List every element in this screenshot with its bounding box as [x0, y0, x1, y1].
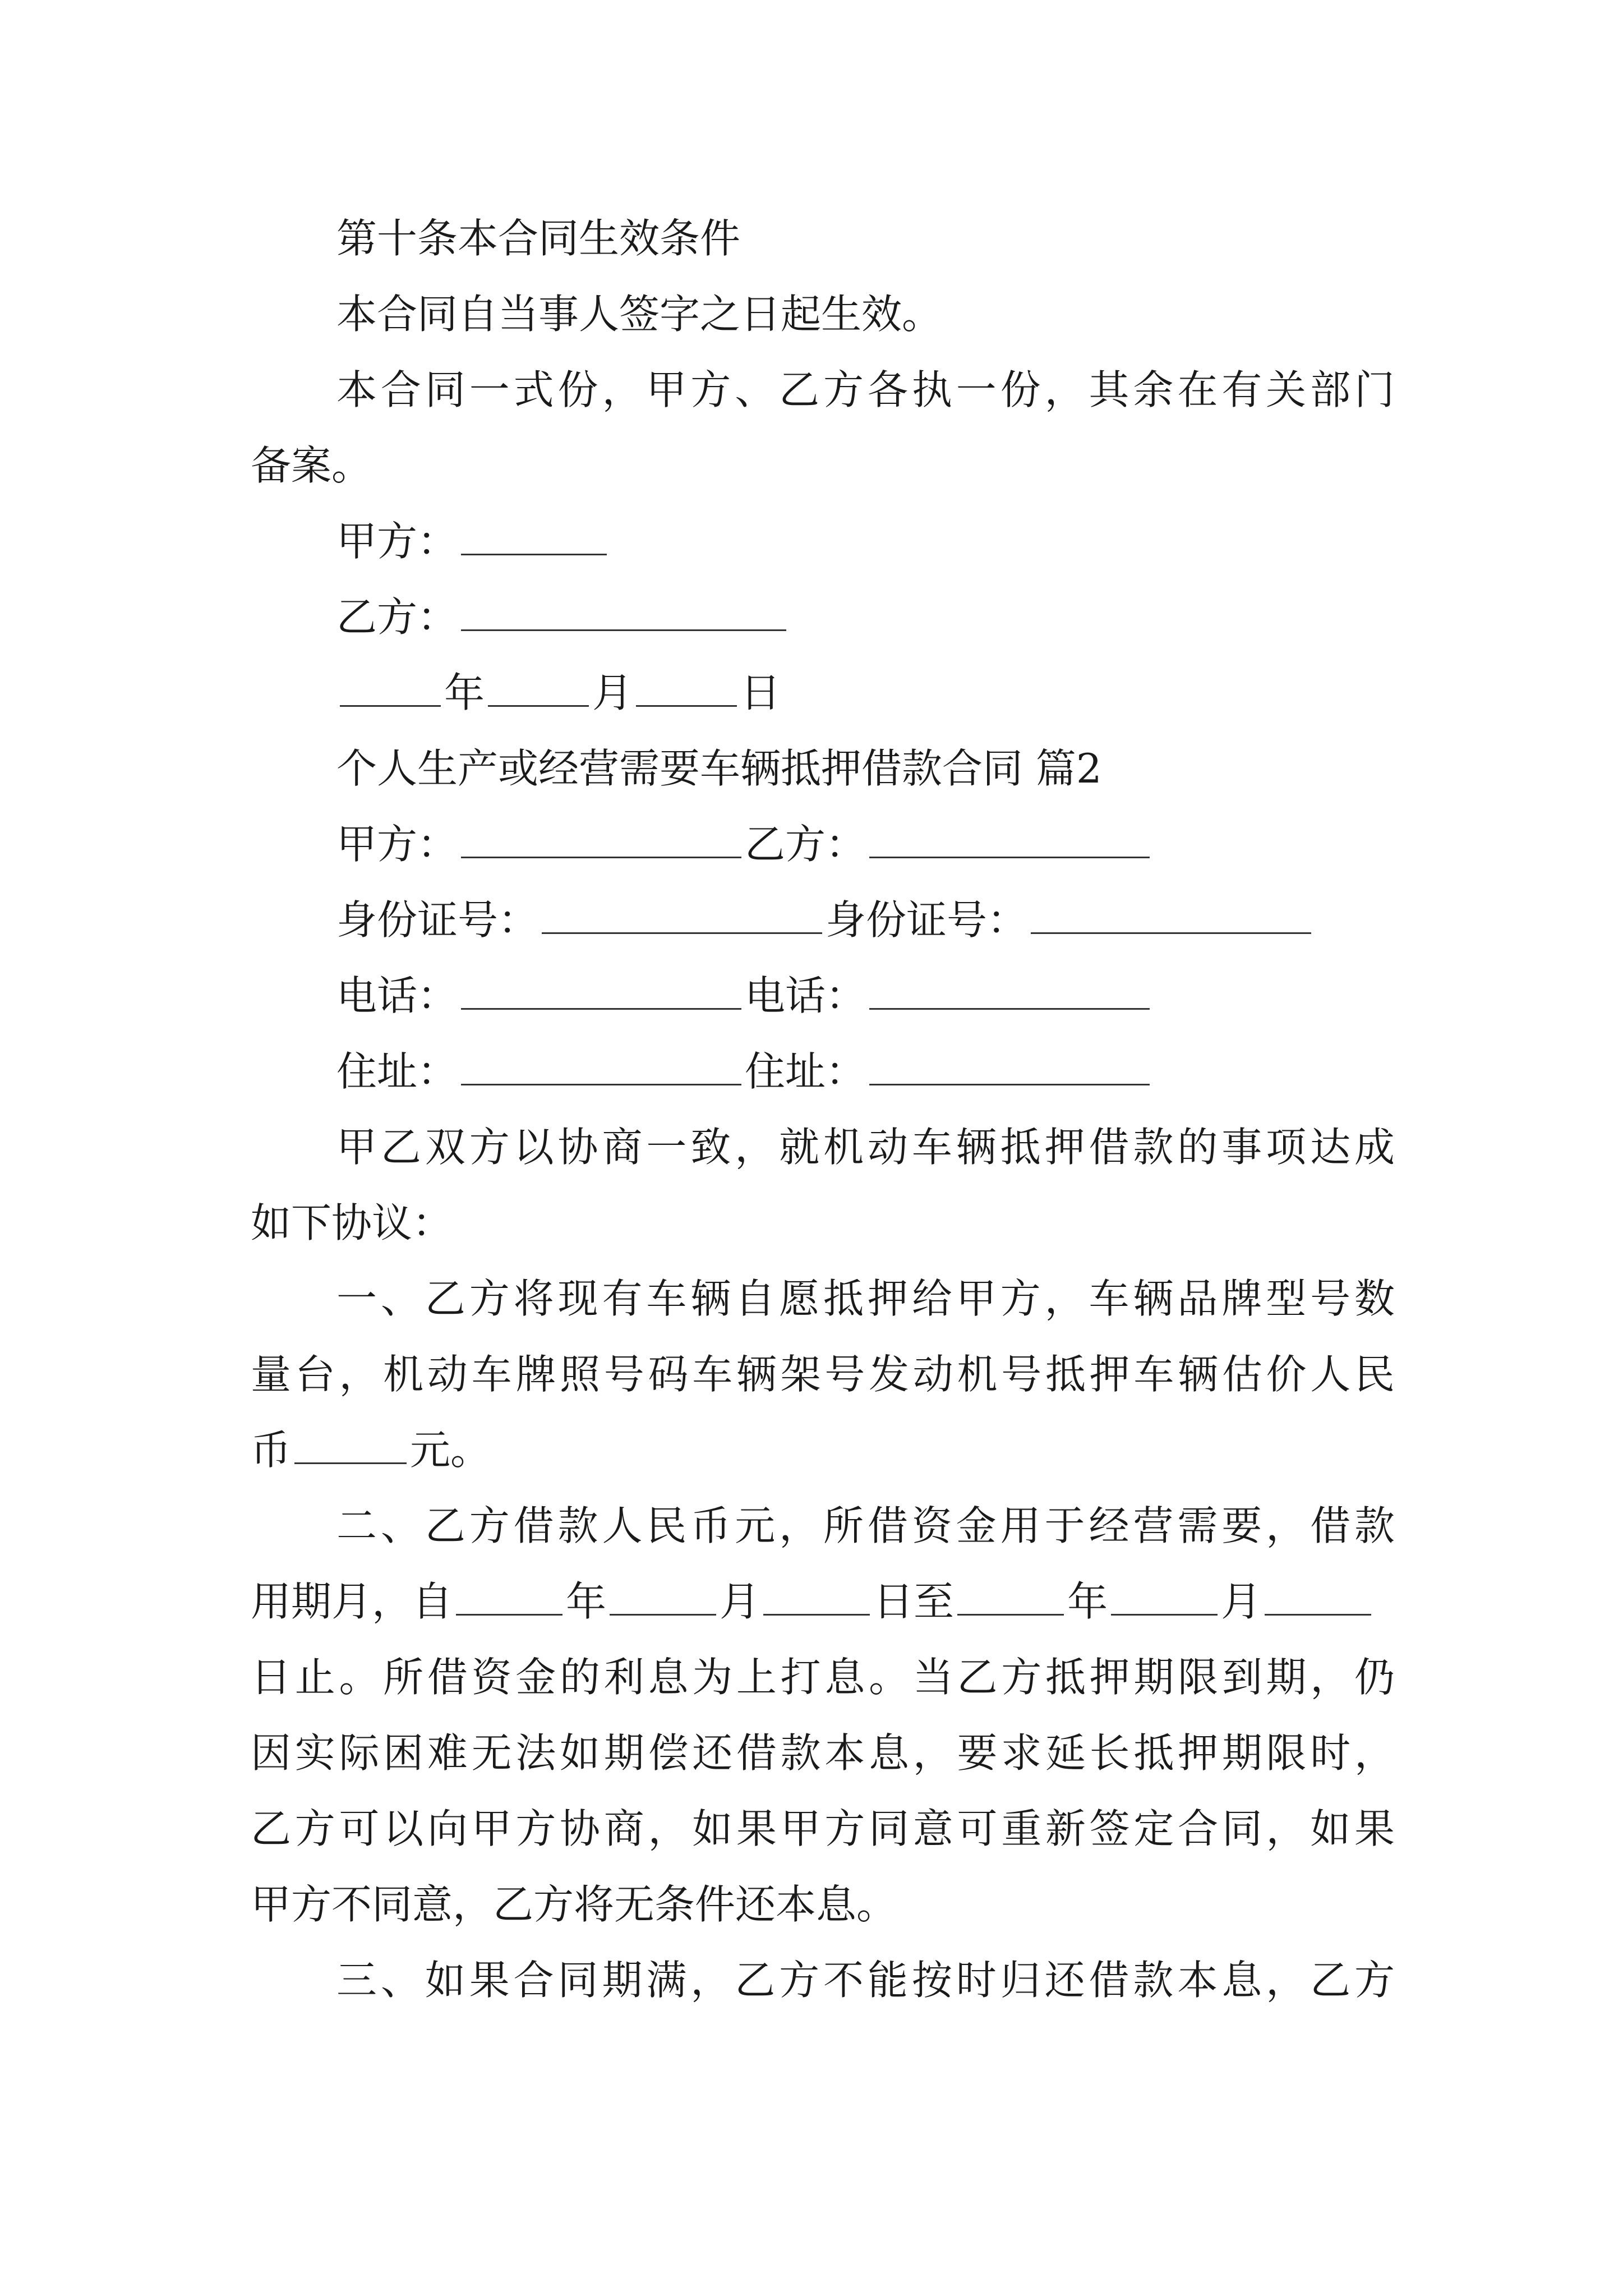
blank-line[interactable]: [461, 1043, 741, 1085]
signature-date: 年 月 日: [336, 665, 1395, 721]
blank-line[interactable]: [340, 665, 441, 707]
blank-line[interactable]: [869, 816, 1150, 858]
blank-line[interactable]: [869, 968, 1150, 1010]
paragraph-line: 本合同自当事人签字之日起生效。: [336, 291, 943, 338]
article-heading: 第十条本合同生效条件: [336, 215, 741, 262]
paragraph-line: 乙方可以向甲方协商，如果甲方同意可重新签定合同，如果: [251, 1805, 1395, 1852]
paragraph-line: 本合同一式份，甲方、乙方各执一份，其余在有关部门: [336, 366, 1395, 413]
paragraph-line: 甲乙双方以协商一致，就机动车辆抵押借款的事项达成: [336, 1124, 1395, 1171]
paragraph-line: 如下协议：: [251, 1199, 453, 1246]
signature-party-a: 甲方：: [336, 513, 1395, 569]
blank-line[interactable]: [461, 589, 786, 631]
blank-line[interactable]: [957, 1573, 1064, 1616]
blank-line[interactable]: [461, 968, 741, 1010]
blank-line[interactable]: [488, 665, 589, 707]
blank-line[interactable]: [461, 816, 741, 858]
party-row: 甲方： 乙方：: [336, 816, 1395, 872]
contract-title: 个人生产或经营需要车辆抵押借款合同 篇2: [336, 745, 1102, 792]
blank-line[interactable]: [461, 513, 607, 555]
paragraph-line: 量台，机动车牌照号码车辆架号发动机号抵押车辆估价人民: [251, 1351, 1395, 1398]
paragraph-line: 二、乙方借款人民币元，所借资金用于经营需要，借款: [336, 1502, 1395, 1549]
blank-line[interactable]: [542, 892, 822, 934]
paragraph-line: 一、乙方将现有车辆自愿抵押给甲方，车辆品牌型号数: [336, 1275, 1395, 1322]
address-row: 住址： 住址：: [336, 1043, 1395, 1099]
phone-row: 电话： 电话：: [336, 968, 1395, 1024]
signature-party-b: 乙方：: [336, 589, 1395, 645]
paragraph-line: 备案。: [251, 442, 372, 489]
blank-line[interactable]: [1265, 1573, 1371, 1616]
paragraph-line: 用期月，自 年 月 日至 年 月: [251, 1573, 1395, 1630]
paragraph-line: 甲方不同意，乙方将无条件还本息。: [251, 1881, 897, 1928]
paragraph-line: 币 元。: [251, 1422, 1395, 1478]
blank-line[interactable]: [610, 1573, 716, 1616]
blank-line[interactable]: [1031, 892, 1311, 934]
paragraph-line: 日止。所借资金的利息为上打息。当乙方抵押期限到期，仍: [251, 1654, 1395, 1701]
blank-line[interactable]: [294, 1422, 407, 1464]
blank-line[interactable]: [456, 1573, 562, 1616]
blank-line[interactable]: [763, 1573, 870, 1616]
paragraph-line: 因实际困难无法如期偿还借款本息，要求延长抵押期限时，: [251, 1729, 1395, 1777]
blank-line[interactable]: [636, 665, 737, 707]
id-number-row: 身份证号： 身份证号：: [336, 892, 1395, 948]
paragraph-line: 三、如果合同期满，乙方不能按时归还借款本息，乙方: [336, 1957, 1395, 2004]
blank-line[interactable]: [1111, 1573, 1218, 1616]
blank-line[interactable]: [869, 1043, 1150, 1085]
